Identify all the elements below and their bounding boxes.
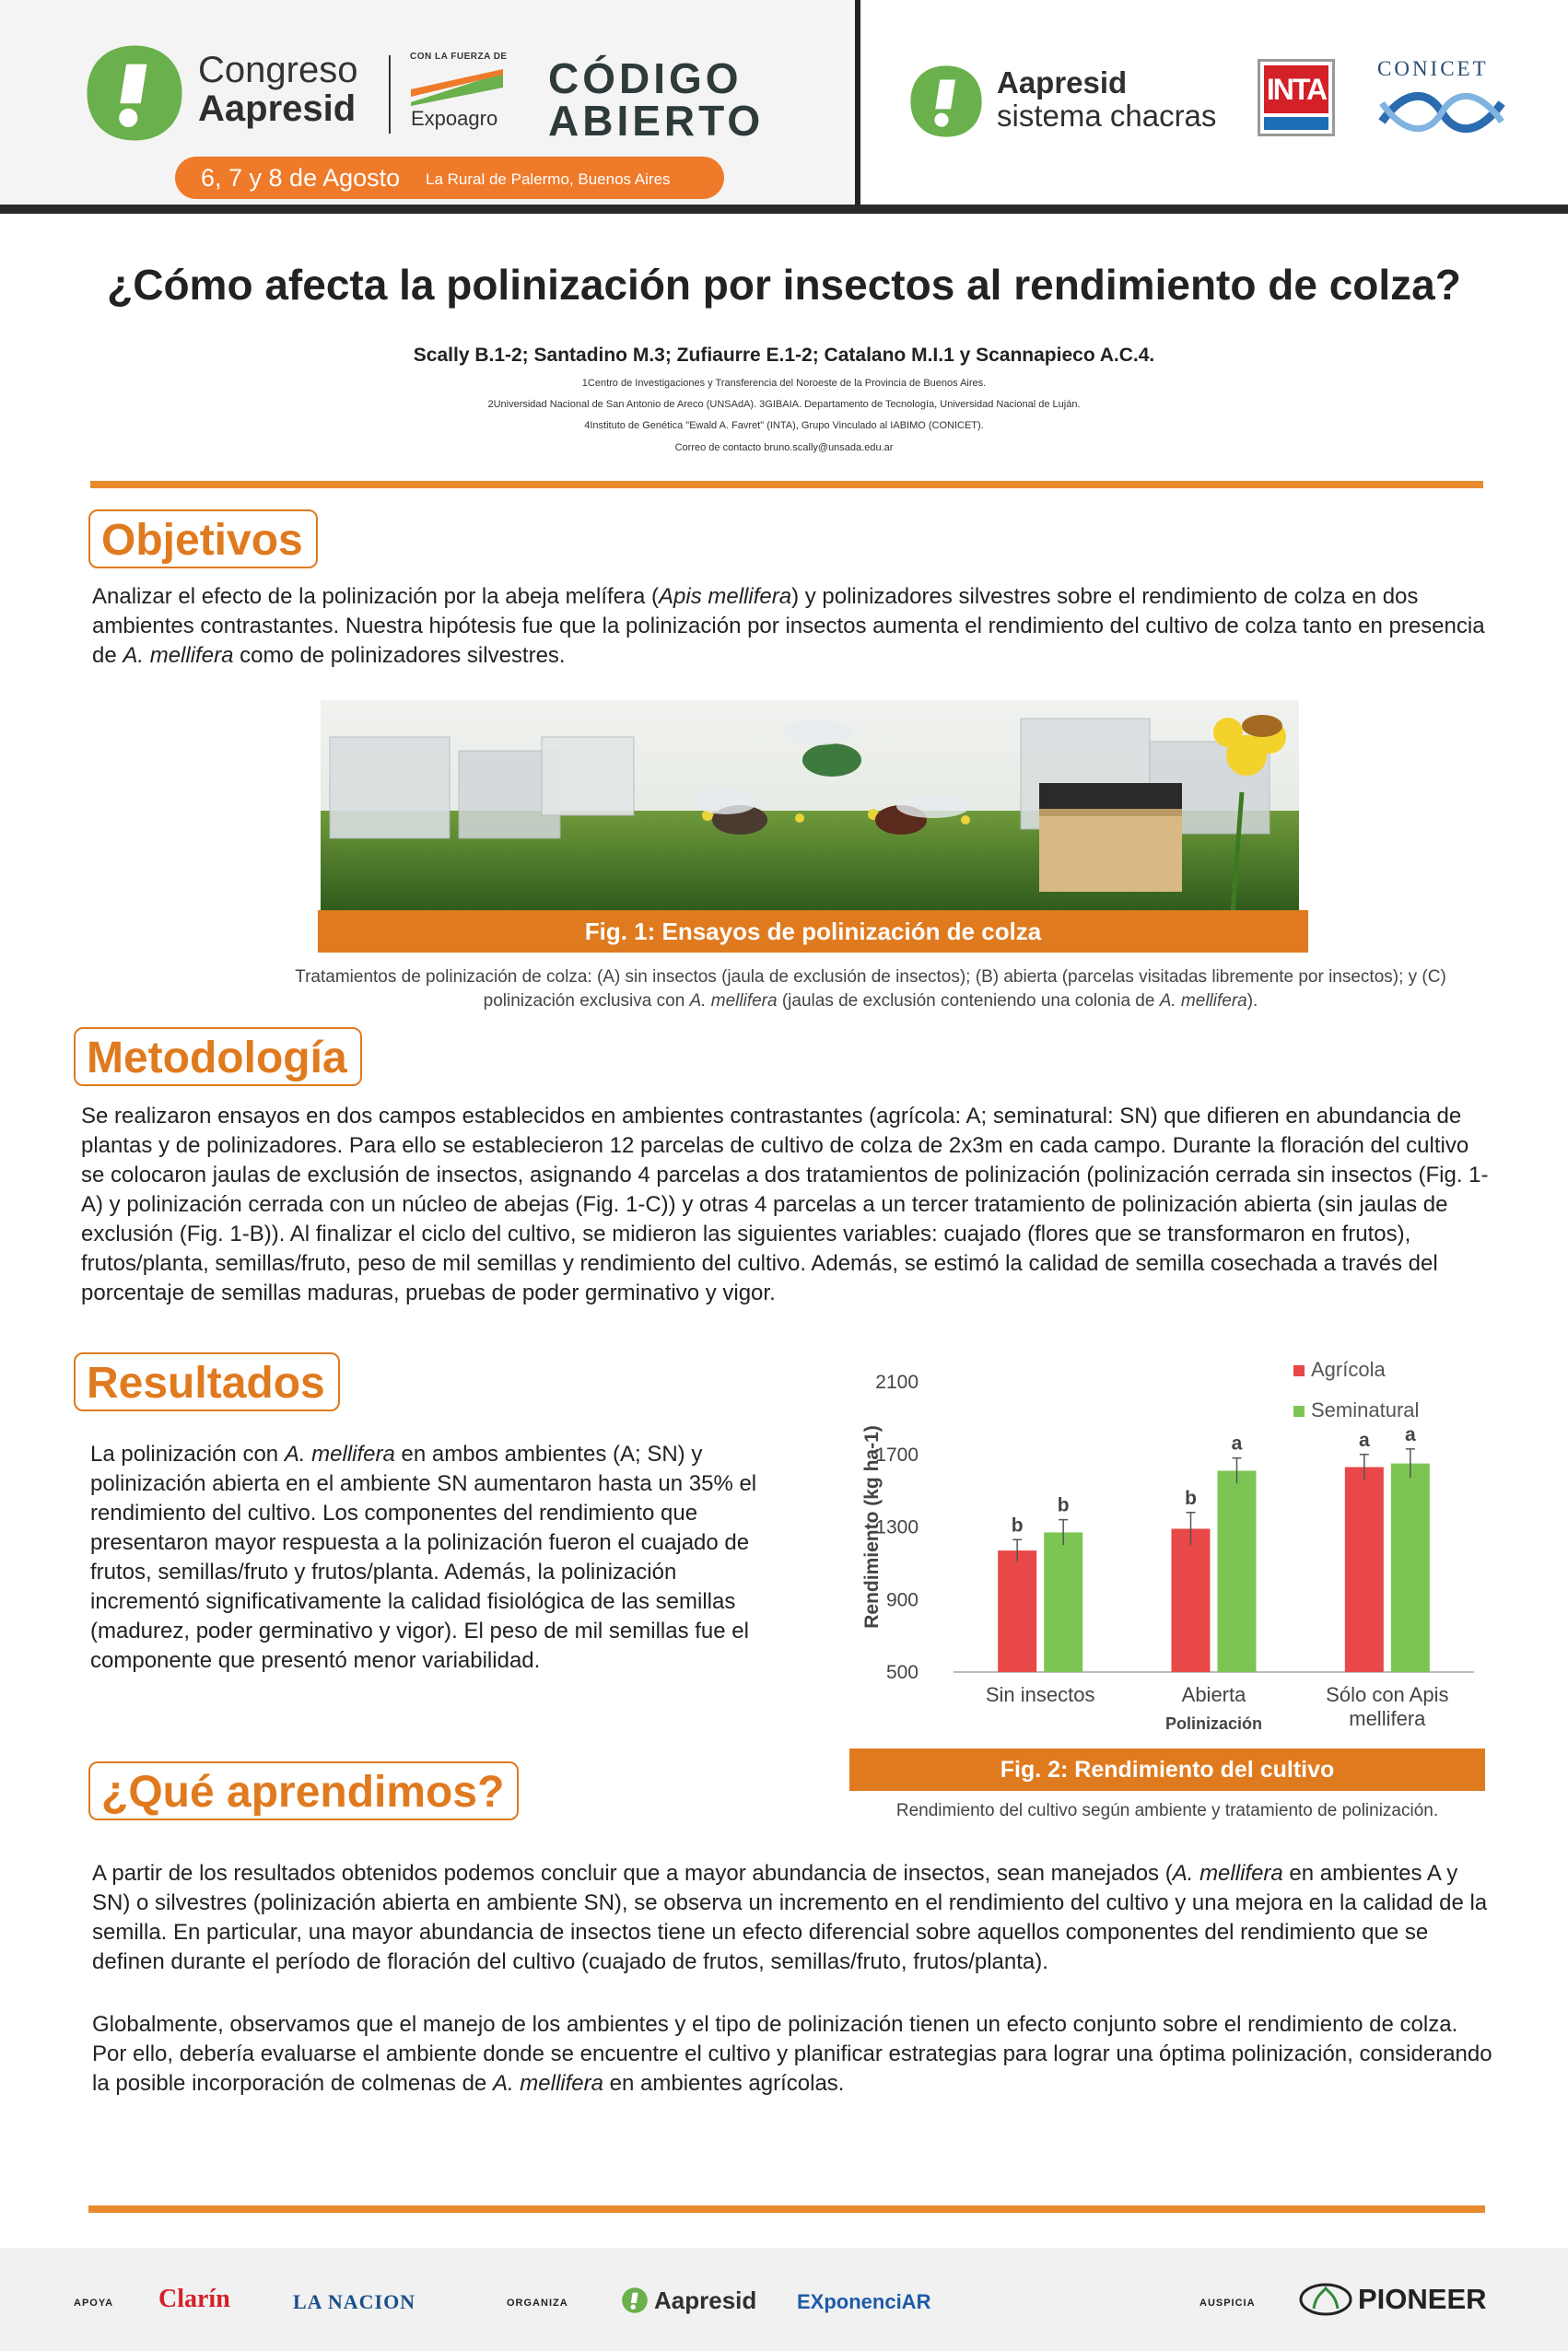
x-tick-label-1: Abierta bbox=[1181, 1683, 1246, 1706]
x-tick-label-0: Sin insectos bbox=[985, 1683, 1095, 1706]
codigo-line1: CÓDIGO bbox=[548, 54, 743, 102]
contact-email: Correo de contacto bruno.scally@unsada.edu.ar bbox=[674, 442, 894, 453]
affiliation-2: 2Universidad Nacional de San Antonio de Areco (UNSAdA). 3GIBAIA. Departamento de Tecnología, Universidad Nacional de Luján. bbox=[487, 399, 1081, 410]
significance-letter-0-2: a bbox=[1358, 1429, 1370, 1451]
aprendimos-a1: A partir de los resultados obtenidos podemos concluir que a mayor abundancia de insectos, sean manejados ( bbox=[92, 1861, 1173, 1886]
fig2-title-bar: Fig. 2: Rendimiento del cultivo bbox=[849, 1749, 1485, 1791]
bottom-orange-rule bbox=[88, 2205, 1485, 2213]
conicet-wave-icon bbox=[1377, 85, 1506, 140]
poster-authors: Scally B.1-2; Santadino M.3; Zufiaurre E.1-2; Catalano M.I.1 y Scannapieco A.C.4. bbox=[413, 345, 1155, 366]
pioneer-plant-icon bbox=[1299, 2283, 1352, 2316]
legend-label-1: Seminatural bbox=[1311, 1398, 1420, 1421]
fig1-caption bbox=[263, 965, 1479, 1013]
x-axis-label: Polinización bbox=[1164, 1714, 1263, 1733]
poster-title: ¿Cómo afecta la polinización por insectos al rendimiento de colza? bbox=[107, 261, 1461, 309]
aprendimos-species-1: A. mellifera bbox=[1172, 1861, 1283, 1886]
bar-1-0 bbox=[1044, 1532, 1082, 1672]
objetivos-text-3: como de polinizadores silvestres. bbox=[233, 643, 566, 668]
poster-header bbox=[0, 0, 1568, 214]
inta-logo-base bbox=[1264, 117, 1328, 130]
bar-0-1 bbox=[1172, 1528, 1211, 1672]
aprendimos-b1: Globalmente, observamos que el manejo de los ambientes y el tipo de polinización tienen un efecto conjunto sobre el rendimiento de colza. Por ello, debería evaluarse el ambiente donde se encuentre el cultivo y planificar estrategias para lograr una óptima polinización, considerando la posible incorporación de colmenas de bbox=[92, 2012, 1492, 2096]
que-aprendimos-heading: ¿Qué aprendimos? bbox=[88, 1761, 519, 1820]
significance-letter-0-0: b bbox=[1011, 1515, 1024, 1537]
apoya-label: APOYA bbox=[74, 2298, 114, 2309]
objetivos-heading: Objetivos bbox=[88, 509, 318, 568]
fig1-caption-species-2: A. mellifera bbox=[1159, 991, 1247, 1011]
objetivos-text-2: ) y polinizadores silvestres sobre el rendimiento de colza en dos ambientes contrastantes. Nuestra hipótesis fue que la polinización por insectos aumenta el rendimiento del cultivo de colza tanto en presencia de bbox=[92, 584, 1485, 668]
exponencial-logo: EXponenciAR bbox=[797, 2290, 931, 2313]
expoagro-mark-icon bbox=[411, 69, 503, 106]
y-tick-label-4: 500 bbox=[885, 1662, 919, 1683]
organiza-label: ORGANIZA bbox=[507, 2298, 568, 2309]
legend-swatch-0 bbox=[1293, 1365, 1305, 1376]
top-orange-rule bbox=[90, 481, 1483, 488]
pioneer-logo: PIONEER bbox=[1358, 2283, 1487, 2315]
affiliation-3: 4Instituto de Genética "Ewald A. Favret" (INTA), Grupo Vinculado al IABIMO (CONICET). bbox=[584, 420, 984, 431]
yield-bar-chart bbox=[848, 1345, 1492, 1750]
aprendimos-species-2: A. mellifera bbox=[492, 2071, 603, 2096]
significance-letter-1-0: b bbox=[1057, 1494, 1070, 1516]
event-place: La Rural de Palermo, Buenos Aires bbox=[426, 170, 671, 188]
aapresid-chacras-leaf-icon bbox=[907, 63, 985, 140]
y-tick-label-3: 900 bbox=[885, 1589, 919, 1611]
event-date: 6, 7 y 8 de Agosto bbox=[201, 164, 401, 192]
significance-letter-1-2: a bbox=[1404, 1423, 1416, 1445]
fig1-caption-3: ). bbox=[1246, 991, 1258, 1011]
la-nacion-logo: LA NACION bbox=[293, 2290, 416, 2313]
resultados-text bbox=[90, 1440, 790, 1676]
sistema-chacras-wordmark bbox=[997, 66, 1216, 133]
bar-0-2 bbox=[1345, 1468, 1384, 1672]
significance-letter-1-1: a bbox=[1231, 1433, 1243, 1455]
fig1-title-bar: Fig. 1: Ensayos de polinización de colza bbox=[318, 910, 1308, 953]
fig1-caption-species-1: A. mellifera bbox=[689, 991, 778, 1011]
header-bottom-bar bbox=[0, 205, 1568, 214]
affiliation-1: 1Centro de Investigaciones y Transferencia del Noroeste de la Provincia de Buenos Aires. bbox=[581, 378, 987, 389]
fig1-caption-2: (jaulas de exclusión conteniendo una colonia de bbox=[777, 991, 1160, 1011]
y-tick-label-2: 1300 bbox=[875, 1516, 919, 1538]
metodologia-text: Se realizaron ensayos en dos campos establecidos en ambientes contrastantes (agrícola: A; seminatural: SN) que difieren en abundancia de plantas y de polinizadores. Para ello se establecieron 12 parcelas de cultivo de colza de 2x3m en cada campo. Durante la floración del cultivo se colocaron jaulas de exclusión de insectos, asignando 4 parcelas a dos tratamientos de polinización (polinización cerrada sin insectos (Fig. 1-A) y polinización cerrada con un núcleo de abejas (Fig. 1-C)) y otras 4 parcelas a un tercer tratamiento de polinización abierta (sin jaulas de exclusión (Fig. 1-B)). Al finalizar el ciclo del cultivo, se midieron las siguientes variables: cuajado (flores que se transformaron en frutos), frutos/planta, semillas/fruto, peso de mil semillas y rendimiento del cultivo. Además, se estimó la calidad de semilla cosechada a través del porcentaje de semillas maduras, pruebas de poder germinativo y vigor. bbox=[81, 1104, 1489, 1305]
aprendimos-b2: en ambientes agrícolas. bbox=[603, 2071, 845, 2096]
auspicia-label: AUSPICIA bbox=[1199, 2298, 1256, 2309]
objetivos-text bbox=[92, 582, 1492, 671]
y-tick-label-0: 2100 bbox=[875, 1372, 919, 1393]
aapresid-leaf-logo-icon bbox=[83, 41, 186, 145]
bar-1-1 bbox=[1218, 1470, 1257, 1672]
clarin-logo: Clarín bbox=[158, 2285, 230, 2313]
aapresid-footer-leaf-icon bbox=[621, 2287, 649, 2314]
chacras-line2: sistema chacras bbox=[997, 99, 1217, 133]
chacras-line1: Aapresid bbox=[997, 65, 1128, 99]
objetivos-species-2: A. mellifera bbox=[123, 643, 234, 668]
significance-letter-0-1: b bbox=[1185, 1487, 1197, 1509]
aprendimos-text-1 bbox=[92, 1859, 1492, 1977]
resultados-species: A. mellifera bbox=[284, 1442, 395, 1467]
conicet-wordmark: CONICET bbox=[1377, 57, 1489, 80]
inta-wordmark: INTA bbox=[1264, 65, 1328, 113]
legend-label-0: Agrícola bbox=[1311, 1358, 1386, 1381]
header-separator bbox=[389, 55, 391, 134]
y-tick-label-1: 1700 bbox=[875, 1444, 919, 1466]
metodologia-heading: Metodología bbox=[74, 1027, 362, 1086]
fig1-caption-1: Tratamientos de polinización de colza: (A) sin insectos (jaula de exclusión de insectos); (B) abierta (parcelas visitadas libremente por insectos); y (C) polinización exclusiva con bbox=[295, 967, 1446, 1011]
objetivos-species: Apis mellifera bbox=[659, 584, 792, 609]
event-date-pill bbox=[175, 157, 724, 199]
resultados-heading: Resultados bbox=[74, 1352, 340, 1411]
codigo-line2: ABIERTO bbox=[548, 97, 765, 145]
congreso-line2: Aapresid bbox=[198, 88, 357, 129]
objetivos-text-1: Analizar el efecto de la polinización por la abeja melífera ( bbox=[92, 584, 660, 609]
fig2-caption: Rendimiento del cultivo según ambiente y tratamiento de polinización. bbox=[895, 1801, 1439, 1820]
aprendimos-a2: en ambientes A y SN) o silvestres (polinización abierta en ambiente SN), se observa un incremento en el rendimiento del cultivo y una mejora en la calidad de la semilla. En particular, una mayor abundancia de insectos tiene un efecto diferencial sobre aquellos componentes del rendimiento que se definen durante el período de floración del cultivo (cuajado de frutos, semillas/fruto, frutos/planta). bbox=[92, 1861, 1488, 1974]
y-axis-label: Rendimiento (kg ha-1) bbox=[861, 1425, 883, 1629]
bar-1-2 bbox=[1391, 1464, 1430, 1672]
congreso-aapresid-wordmark bbox=[198, 51, 357, 128]
con-la-fuerza-label: CON LA FUERZA DE bbox=[410, 52, 508, 62]
aprendimos-text-2 bbox=[92, 2010, 1492, 2099]
inta-logo bbox=[1258, 59, 1335, 136]
pollination-trials-photo bbox=[321, 700, 1299, 912]
resultados-text-2: en ambos ambientes (A; SN) y polinización abierta en el ambiente SN aumentaron hasta un 35% el rendimiento del cultivo. Los componentes del rendimiento que presentaron mayor respuesta a la polinización fueron el cuajado de frutos, semillas/fruto y frutos/planta. Además, la polinización incrementó significativamente la calidad fisiológica de las semillas (madurez, poder germinativo y vigor). El peso de mil semillas fue el componente que presentó menor variabilidad. bbox=[90, 1442, 757, 1673]
expoagro-wordmark: Expoagro bbox=[411, 107, 498, 130]
bar-0-0 bbox=[998, 1550, 1036, 1672]
congreso-line1: Congreso bbox=[198, 50, 358, 90]
resultados-text-1: La polinización con bbox=[90, 1442, 285, 1467]
aapresid-footer-logo: Aapresid bbox=[654, 2287, 757, 2314]
x-tick-label-2: Sólo con Apis mellifera bbox=[1326, 1683, 1449, 1730]
header-divider bbox=[855, 0, 860, 214]
legend-swatch-1 bbox=[1293, 1406, 1305, 1417]
codigo-abierto-wordmark bbox=[548, 54, 765, 145]
